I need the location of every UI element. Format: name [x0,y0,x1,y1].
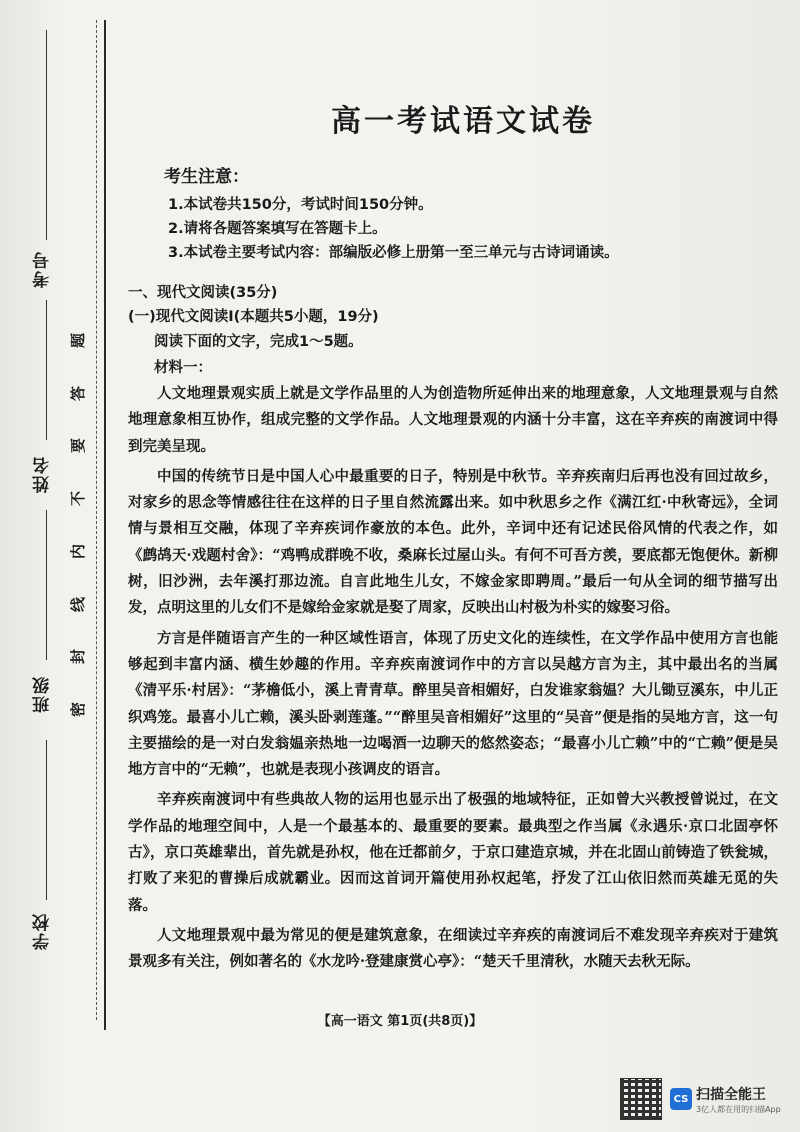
binding-line-dashed [96,20,97,1020]
camscanner-logo-icon: CS [670,1088,692,1110]
page-footer: 【高一语文 第1页(共8页)】 [317,1014,483,1029]
exam-content [128,96,778,980]
seal-char: 线 [69,596,88,612]
binding-strip [0,0,108,1132]
section-heading: 一、现代文阅读(35分) [128,285,278,301]
notice-item: 2.请将各题答案填写在答题卡上。 [168,221,387,237]
passage-paragraph: 中国的传统节日是中国人心中最重要的日子，特别是中秋节。辛弃疾南归后再也没有回过故乡，对家乡的思念等情感往往在这样的日子里自然流露出来。如中秋思乡之作《满江红·中秋寄远》，全词情与景相互交融，体现了辛弃疾词作豪放的本色。此外，辛词中还有记述民俗风情的代表之作，如《鹧鸪天·戏题村舍》：“鸡鸭成群晚不收，桑麻长过屋山头。有何不可吾方羡，要底都无饱便休。新柳树，旧沙洲，去年溪打那边流。自言此地生儿女，不嫁金家即聘周。”最后一句从全词的细节描写出发，点明这里的儿女们不是嫁给金家就是娶了周家，反映出山村极为朴实的嫁娶习俗。 [128,467,778,617]
notice-item: 1.本试卷共150分，考试时间150分钟。 [168,197,433,213]
field-label-school: 学校 [33,912,53,950]
field-label-class: 班级 [33,675,53,713]
field-line-exam-number [46,30,47,240]
seal-char: 密 [69,701,88,717]
field-line-name [46,300,47,440]
material-label: 材料一： [154,360,212,376]
seal-char: 内 [69,543,88,559]
seal-warning-column [66,330,90,720]
notice-heading: 考生注意： [164,167,249,187]
notice-item: 3.本试卷主要考试内容：部编版必修上册第一至三单元与古诗词诵读。 [168,245,619,261]
scanner-name: 扫描全能王 [696,1086,766,1103]
seal-char: 要 [69,438,88,454]
reading-instruction: 阅读下面的文字，完成1～5题。 [154,334,363,350]
passage-paragraph: 方言是伴随语言产生的一种区域性语言，体现了历史文化的连续性，在文学作品中使用方言也能够起到丰富内涵、横生妙趣的作用。辛弃疾南渡词作中的方言以吴越方言为主，其中最出名的当属《清平乐·村居》：“茅檐低小，溪上青青草。醉里吴音相媚好，白发谁家翁媪？大儿锄豆溪东，中儿正织鸡笼。最喜小儿亡赖，溪头卧剥莲蓬。”“醉里吴音相媚好”这里的“吴音”便是指的吴地方言，这一句主要描绘的是一对白发翁媪亲热地一边喝酒一边聊天的悠然姿态；“最喜小儿亡赖”中的“亡赖”便是吴地方言中的“无赖”，也就是表现小孩调皮的语言。 [128,629,778,779]
field-label-name: 姓名 [33,455,53,493]
subsection-heading: (一)现代文阅读Ⅰ(本题共5小题，19分) [128,309,379,325]
field-line-school [46,740,47,900]
seal-char: 封 [69,649,88,665]
qr-code-icon [620,1078,662,1120]
seal-char: 题 [69,332,88,349]
seal-char: 不 [69,491,88,507]
scanner-brand [696,1084,781,1115]
page-title: 高一考试语文试卷 [331,104,595,139]
field-line-class [46,510,47,660]
passage-paragraph: 人文地理景观中最为常见的便是建筑意象，在细读过辛弃疾的南渡词后不难发现辛弃疾对于建筑景观多有关注，例如著名的《水龙吟·登建康赏心亭》：“楚天千里清秋，水随天去秋无际。 [128,926,778,971]
scanner-watermark [620,1076,790,1122]
scanner-tagline: 3亿人都在用的扫描App [696,1104,781,1114]
passage-paragraph: 辛弃疾南渡词中有些典故人物的运用也显示出了极强的地域特征，正如曾大兴教授曾说过，在文学作品的地理空间中，人是一个最基本的、最重要的要素。最典型之作当属《永遇乐·京口北固亭怀古》，京口英雄辈出，首先就是孙权，他在迁都前夕，于京口建造京城，并在北固山前铸造了铁瓮城，打败了来犯的曹操后成就霸业。因而这首词开篇使用孙权起笔，抒发了江山依旧然而英雄无觅的失落。 [128,791,778,914]
passage-paragraph: 人文地理景观实质上就是文学作品里的人为创造物所延伸出来的地理意象，人文地理景观与自然地理意象相互协作，组成完整的文学作品。人文地理景观的内涵十分丰富，这在辛弃疾的南渡词中得到完美呈现。 [128,385,778,455]
seal-char: 答 [69,385,88,401]
field-label-exam-number: 考号 [33,250,53,288]
binding-line-solid [104,20,106,1030]
